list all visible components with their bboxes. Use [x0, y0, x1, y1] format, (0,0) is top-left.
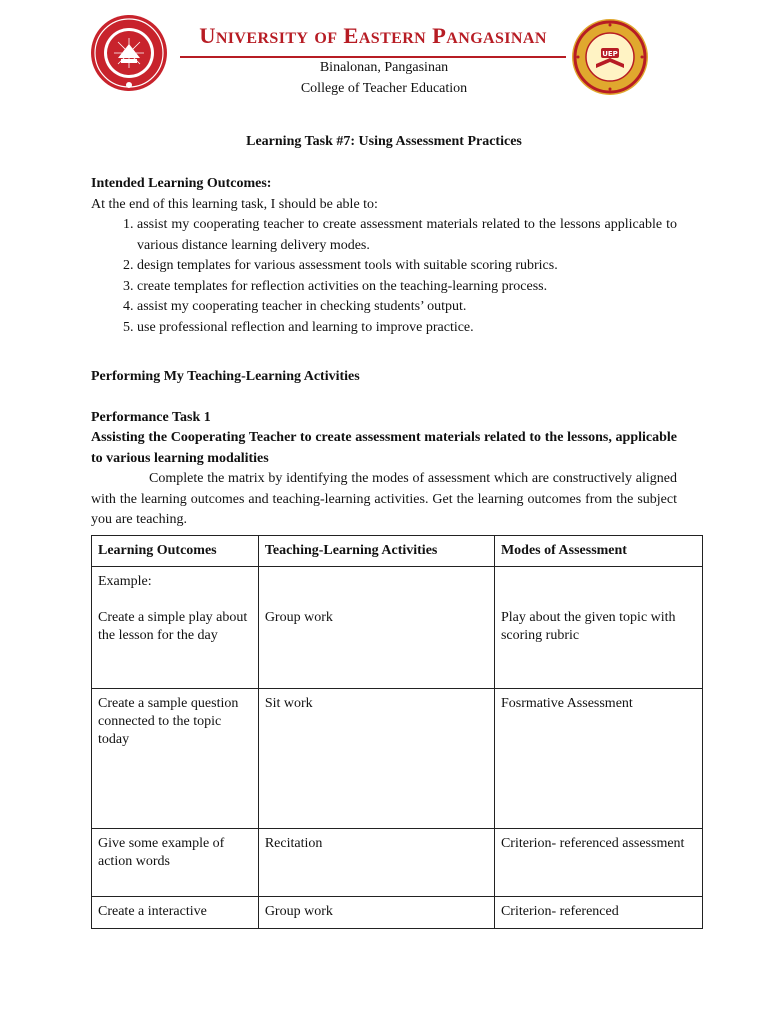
- table-cell: Criterion- referenced assessment: [494, 829, 702, 897]
- table-cell: Recitation: [258, 829, 494, 897]
- table-cell: Fosrmative Assessment: [494, 689, 702, 829]
- list-item: 2. design templates for various assessment tools with suitable scoring rubrics.: [137, 256, 677, 277]
- document-body: [91, 174, 677, 531]
- task-instructions: Complete the matrix by identifying the modes of assessment which are constructively aligned with the learning outcomes and teaching-learning activities. Get the learning outcomes from the subject you are teaching.: [91, 471, 677, 527]
- university-name: University of Eastern Pangasinan: [199, 23, 547, 48]
- table-header-row: [92, 536, 703, 567]
- table-cell: Group work: [258, 897, 494, 929]
- list-item: 4. assist my cooperating teacher in checking students’ output.: [137, 297, 677, 318]
- table-cell: Sit work: [258, 689, 494, 829]
- list-item: 3. create templates for reflection activities on the teaching-learning process.: [137, 277, 677, 298]
- table-row: [92, 829, 703, 897]
- column-header: Learning Outcomes: [92, 536, 259, 567]
- table-row: [92, 567, 703, 689]
- outcomes-intro: At the end of this learning task, I should be able to:: [91, 196, 378, 212]
- document-title: Learning Task #7: Using Assessment Practices: [246, 134, 522, 149]
- cell-text: Play about the given topic with scoring rubric: [500, 610, 676, 643]
- table-cell: [494, 567, 702, 689]
- assessment-matrix: [91, 535, 703, 929]
- cell-text: Create a simple play about the lesson for the day: [98, 610, 248, 643]
- campus-location: Binalonan, Pangasinan: [319, 60, 449, 75]
- outcomes-heading: Intended Learning Outcomes:: [91, 176, 272, 191]
- cell-text: Group work: [264, 610, 333, 625]
- college-seal-text: UEP: [602, 50, 618, 58]
- table-cell: Create a sample question connected to the topic today: [92, 689, 259, 829]
- table-cell: Give some example of action words: [92, 829, 259, 897]
- list-item: 1. assist my cooperating teacher to create assessment materials related to the lessons applicable to various distance learning delivery modes.: [137, 215, 677, 256]
- task-subheading: Assisting the Cooperating Teacher to create assessment materials related to the lessons, applicable to various learning modalities: [91, 430, 677, 466]
- column-header: Teaching-Learning Activities: [258, 536, 494, 567]
- example-label: Example:: [98, 574, 152, 589]
- college-name: College of Teacher Education: [300, 81, 468, 96]
- table-cell: Create a interactive: [92, 897, 259, 929]
- table-row: [92, 897, 703, 929]
- section-heading: Performing My Teaching-Learning Activities: [91, 369, 360, 384]
- outcomes-list: [91, 215, 677, 338]
- table-row: [92, 689, 703, 829]
- table-cell: [92, 567, 259, 689]
- list-item: 5. use professional reflection and learning to improve practice.: [137, 318, 677, 339]
- column-header: Modes of Assessment: [494, 536, 702, 567]
- table-cell: Criterion- referenced: [494, 897, 702, 929]
- task-heading: Performance Task 1: [91, 409, 211, 425]
- table-cell: [258, 567, 494, 689]
